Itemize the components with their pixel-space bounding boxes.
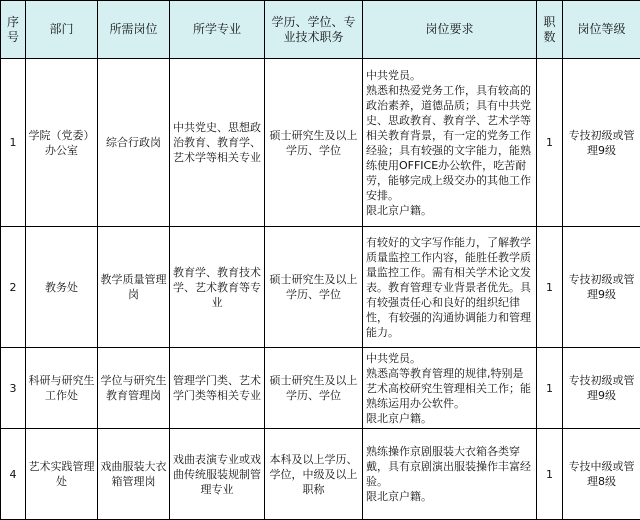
header-requirements: 岗位要求: [363, 1, 537, 59]
cell-index: 4: [1, 429, 26, 520]
table-row: [1, 227, 640, 348]
header-education: 学历、学位、专业技术职务: [265, 1, 363, 59]
header-grade: 岗位等级: [563, 1, 640, 59]
cell-grade: 专技初级或管理9级: [563, 348, 640, 429]
header-department: 部门: [26, 1, 98, 59]
cell-count: 1: [537, 59, 563, 227]
requirement-line: 限北京户籍。: [366, 489, 534, 504]
cell-position: 综合行政岗: [98, 59, 170, 227]
cell-grade: 专技初级或管理9级: [563, 59, 640, 227]
cell-education: 硕士研究生及以上学历、学位: [265, 59, 363, 227]
cell-major: 戏曲表演专业或戏曲传统服装规制管理专业: [170, 429, 265, 520]
cell-department: 艺术实践管理处: [26, 429, 98, 520]
cell-position: 学位与研究生教育管理岗: [98, 348, 170, 429]
cell-grade: 专技初级或管理9级: [563, 227, 640, 348]
cell-education: 硕士研究生及以上学历、学位: [265, 348, 363, 429]
cell-major: 教育学、教育技术学、艺术教育等专业: [170, 227, 265, 348]
requirement-line: 熟悉高等教育管理的规律,特别是艺术高校研究生管理相关工作；能熟练运用办公软件。: [366, 366, 534, 411]
cell-position: 戏曲服装大衣箱管理岗: [98, 429, 170, 520]
requirement-line: 限北京户籍。: [366, 411, 534, 426]
cell-count: 1: [537, 227, 563, 348]
requirement-line: 中共党员。: [366, 351, 534, 366]
cell-position: 教学质量管理岗: [98, 227, 170, 348]
cell-department: 科研与研究生工作处: [26, 348, 98, 429]
header-position: 所需岗位: [98, 1, 170, 59]
requirement-line: 有较好的文字写作能力，了解教学质量监控工作内容，能胜任教学质量监控工作。需有相关学术论文发表。教育管理专业背景者优先。具有较强责任心和良好的组织纪律性，有较强的沟通协调能力和管理能力。: [366, 235, 534, 340]
cell-index: 1: [1, 59, 26, 227]
cell-major: 管理学门类、艺术学门类等相关专业: [170, 348, 265, 429]
cell-department: 教务处: [26, 227, 98, 348]
cell-department: 学院（党委）办公室: [26, 59, 98, 227]
table-row: [1, 348, 640, 429]
table-row: [1, 429, 640, 520]
cell-education: 本科及以上学历、学位，中级及以上职称: [265, 429, 363, 520]
cell-requirements: [363, 59, 537, 227]
header-index: 序号: [1, 1, 26, 59]
cell-count: 1: [537, 348, 563, 429]
cell-index: 2: [1, 227, 26, 348]
cell-count: 1: [537, 429, 563, 520]
requirement-line: 熟悉和热爱党务工作，具有较高的政治素养，道德品质；具有中共党史、思政教育、教育学、艺术学等相关教育背景，有一定的党务工作经验；具有较强的文字能力，能熟练使用OFFICE办公软件，吃苦耐劳，能够完成上级交办的其他工作安排。: [366, 83, 534, 203]
header-count: 职数: [537, 1, 563, 59]
cell-education: 硕士研究生及以上学历、学位: [265, 227, 363, 348]
header-major: 所学专业: [170, 1, 265, 59]
cell-requirements: [363, 348, 537, 429]
cell-index: 3: [1, 348, 26, 429]
cell-requirements: [363, 429, 537, 520]
requirement-line: 熟练操作京剧服装大衣箱各类穿戴，具有京剧演出服装操作丰富经验。: [366, 444, 534, 489]
cell-major: 中共党史、思想政治教育、教育学、艺术学等相关专业: [170, 59, 265, 227]
cell-grade: 专技中级或管理8级: [563, 429, 640, 520]
requirement-line: 限北京户籍。: [366, 203, 534, 218]
requirement-line: 中共党员。: [366, 68, 534, 83]
table-row: [1, 59, 640, 227]
cell-requirements: [363, 227, 537, 348]
header-row: [1, 1, 640, 59]
